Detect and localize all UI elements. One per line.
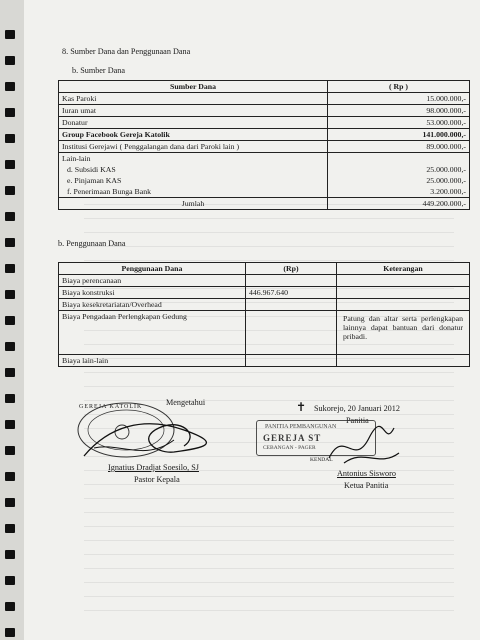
usage-note (337, 275, 470, 287)
table-row (59, 299, 470, 311)
table-row (59, 355, 470, 367)
source-label: Kas Paroki (59, 93, 328, 105)
binding-hole (5, 394, 15, 403)
col-header-penggunaan: Penggunaan Dana (59, 263, 246, 275)
total-amount: 449.200.000,- (328, 198, 470, 210)
col-header-rp: ( Rp ) (328, 81, 470, 93)
stamp-right-line3: CEBANGAN - PAGER (263, 445, 316, 451)
binding-hole (5, 316, 15, 325)
binding-hole (5, 342, 15, 351)
right-signer-title: Ketua Panitia (344, 481, 389, 490)
total-row (59, 198, 470, 210)
source-label: f. Penerimaan Bunga Bank (59, 186, 328, 198)
usage-amount: 446.967.640 (246, 287, 337, 299)
table-header-row (59, 263, 470, 275)
source-amount (328, 153, 470, 165)
binding-hole (5, 628, 15, 637)
table-row (59, 117, 470, 129)
penggunaan-dana-heading: b. Penggunaan Dana (58, 239, 126, 248)
binding-hole (5, 56, 15, 65)
source-amount: 98.000.000,- (328, 105, 470, 117)
stamp-right-line2: GEREJA ST (263, 433, 322, 443)
table-row (59, 287, 470, 299)
sumber-dana-heading: b. Sumber Dana (72, 66, 125, 75)
place-date: Sukorejo, 20 Januari 2012 (314, 404, 400, 413)
binding-hole (5, 446, 15, 455)
table-row (59, 105, 470, 117)
source-label: d. Subsidi KAS (59, 164, 328, 175)
stamp-right-line1: PANITIA PEMBANGUNAN (265, 424, 337, 430)
binding-hole (5, 472, 15, 481)
source-amount: 53.000.000,- (328, 117, 470, 129)
table-row (59, 141, 470, 153)
source-label: Donatur (59, 117, 328, 129)
left-signer-title: Pastor Kepala (134, 475, 180, 484)
binding-hole (5, 524, 15, 533)
source-amount: 25.000.000,- (328, 164, 470, 175)
table-header-row (59, 81, 470, 93)
source-label: Institusi Gerejawi ( Penggalangan dana dari Paroki lain ) (59, 141, 328, 153)
table-row (59, 311, 470, 355)
col-header-keterangan: Keterangan (337, 263, 470, 275)
right-signer-name: Antonius Sisworo (337, 469, 396, 478)
binding-hole (5, 290, 15, 299)
col-header-rp: (Rp) (246, 263, 337, 275)
binding-hole (5, 30, 15, 39)
stamp-left-text: GEREJA KATOLIK (79, 404, 143, 410)
source-amount: 3.200.000,- (328, 186, 470, 198)
table-row (59, 175, 470, 186)
table-row (59, 275, 470, 287)
sumber-dana-table (58, 80, 470, 210)
source-amount: 15.000.000,- (328, 93, 470, 105)
total-label: Jumlah (59, 198, 328, 210)
usage-amount (246, 299, 337, 311)
usage-note (337, 287, 470, 299)
binding-hole (5, 82, 15, 91)
table-row (59, 129, 470, 141)
binding-hole (5, 186, 15, 195)
usage-amount (246, 275, 337, 287)
section-title: 8. Sumber Dana dan Penggunaan Dana (62, 47, 191, 56)
col-header-sumber: Sumber Dana (59, 81, 328, 93)
left-signer-name: Ignatius Dradjat Soesilo, SJ (108, 463, 199, 472)
binding-hole (5, 602, 15, 611)
binding-hole (5, 134, 15, 143)
usage-note (337, 299, 470, 311)
right-heading: Panitia (346, 416, 369, 425)
usage-amount (246, 355, 337, 367)
usage-note: Patung dan altar serta perlengkapan lainnya dapat bantuan dari donatur pribadi. (337, 311, 470, 355)
penggunaan-dana-table (58, 262, 470, 367)
source-label: Iuran umat (59, 105, 328, 117)
usage-label: Biaya kesekretariatan/Overhead (59, 299, 246, 311)
source-label: Group Facebook Gereja Katolik (59, 129, 328, 141)
stamp-right-line4: KENDAL (310, 457, 333, 463)
binding-hole (5, 498, 15, 507)
document-page (24, 0, 480, 640)
table-row (59, 93, 470, 105)
usage-label: Biaya Pengadaan Perlengkapan Gedung (59, 311, 246, 355)
cross-icon: ✝ (296, 400, 307, 414)
usage-amount (246, 311, 337, 355)
left-heading: Mengetahui (166, 398, 206, 407)
source-amount: 89.000.000,- (328, 141, 470, 153)
binding-hole (5, 238, 15, 247)
binding-hole (5, 576, 15, 585)
table-row (59, 153, 470, 165)
binding-hole (5, 420, 15, 429)
table-row (59, 164, 470, 175)
usage-label: Biaya lain-lain (59, 355, 246, 367)
source-amount: 25.000.000,- (328, 175, 470, 186)
binding-hole (5, 108, 15, 117)
usage-label: Biaya perencanaan (59, 275, 246, 287)
source-label: e. Pinjaman KAS (59, 175, 328, 186)
binding-hole (5, 368, 15, 377)
usage-note (337, 355, 470, 367)
binding-hole (5, 212, 15, 221)
source-amount: 141.000.000,- (328, 129, 470, 141)
binding-hole (5, 550, 15, 559)
binding-hole (5, 264, 15, 273)
usage-label: Biaya konstruksi (59, 287, 246, 299)
source-label: Lain-lain (59, 153, 328, 165)
table-row (59, 186, 470, 198)
binding-hole (5, 160, 15, 169)
